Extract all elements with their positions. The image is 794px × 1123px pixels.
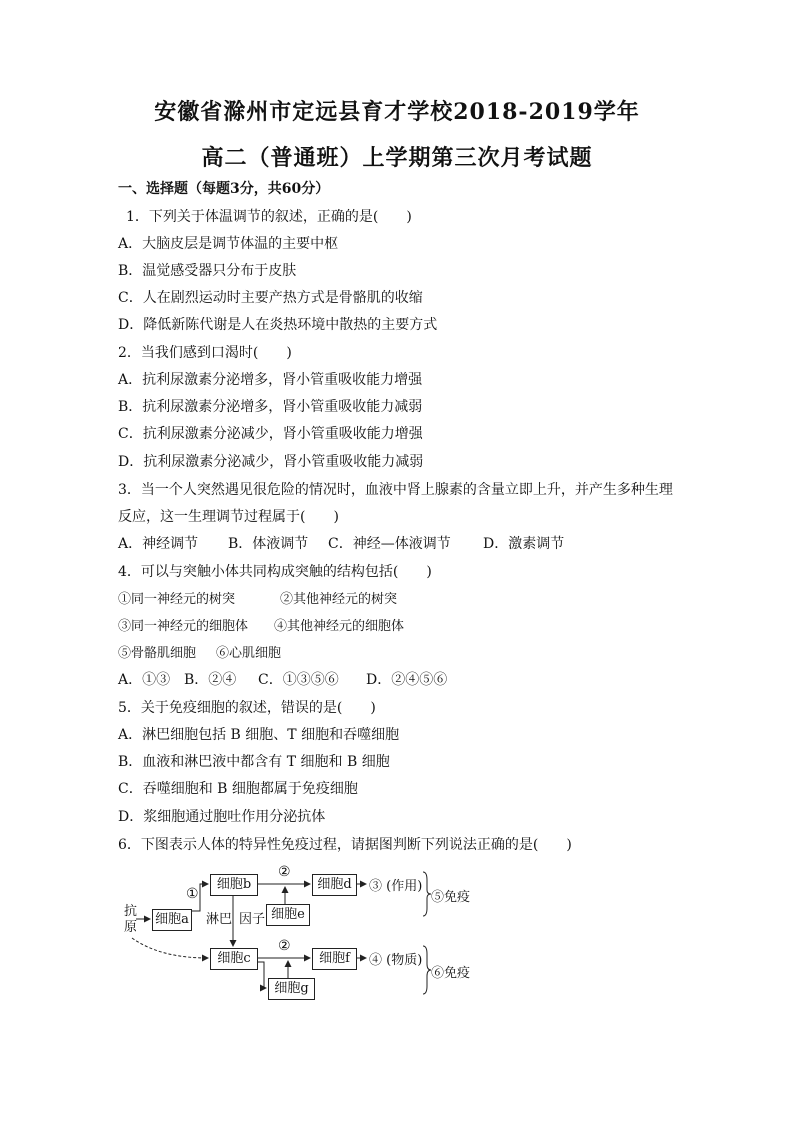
label-step-2-bottom: ② bbox=[278, 938, 291, 954]
cell-d-box: 细胞d bbox=[312, 874, 357, 896]
cell-g-box: 细胞g bbox=[268, 978, 315, 1000]
q4-options bbox=[118, 669, 447, 689]
cell-c-box: 细胞c bbox=[210, 948, 258, 970]
label-immunity-6: ⑥免疫 bbox=[431, 966, 471, 981]
q4-items-row1 bbox=[118, 588, 397, 607]
q5-option-a: A．淋巴细胞包括 B 细胞、T 细胞和吞噬细胞 bbox=[118, 727, 400, 743]
q1-option-c: C．人在剧烈运动时主要产热方式是骨骼肌的收缩 bbox=[118, 290, 423, 306]
section-heading: 一、选择题（每题3分，共60分） bbox=[118, 181, 330, 197]
q3-stem-line1: 3．当一个人突然遇见很危险的情况时，血液中肾上腺素的含量立即上升，并产生多种生理 bbox=[118, 482, 673, 498]
q4-item-1: ①同一神经元的树突 bbox=[118, 592, 236, 607]
q4-item-6: ⑥心肌细胞 bbox=[216, 646, 282, 661]
label-antigen-1 bbox=[124, 904, 138, 936]
arrow-antigen-to-c bbox=[132, 938, 208, 958]
q6-stem: 6．下图表示人体的特异性免疫过程，请据图判断下列说法正确的是( ) bbox=[118, 837, 572, 853]
cell-a-box: 细胞a bbox=[152, 909, 192, 931]
label-immunity-5: ⑤免疫 bbox=[431, 890, 471, 905]
q4-item-4: ④其他神经元的细胞体 bbox=[274, 619, 405, 634]
q1-option-b: B．温觉感受器只分布于皮肤 bbox=[118, 263, 297, 279]
q3-option-b: B．体液调节 bbox=[228, 536, 309, 552]
q2-option-c: C．抗利尿激素分泌减少，肾小管重吸收能力增强 bbox=[118, 426, 423, 442]
q3-stem-line2: 反应，这一生理调节过程属于( ) bbox=[118, 509, 339, 525]
brace-5 bbox=[423, 872, 431, 916]
q3-options bbox=[118, 533, 564, 553]
q2-stem: 2．当我们感到口渴时( ) bbox=[118, 345, 292, 361]
label-factor: 因子 bbox=[239, 912, 266, 927]
q2-option-a: A．抗利尿激素分泌增多，肾小管重吸收能力增强 bbox=[118, 372, 423, 388]
label-step-1: ① bbox=[186, 886, 199, 902]
cell-b-box: 细胞b bbox=[210, 874, 258, 896]
q4-option-d: D．②④⑤⑥ bbox=[366, 672, 448, 688]
brace-6 bbox=[423, 946, 431, 994]
q5-option-b: B．血液和淋巴液中都含有 T 细胞和 B 细胞 bbox=[118, 754, 390, 770]
cell-f-box: 细胞f bbox=[312, 948, 357, 970]
q3-option-c: C．神经—体液调节 bbox=[328, 536, 451, 552]
q3-option-d: D．激素调节 bbox=[483, 536, 565, 552]
label-output-4: ④ (物质) bbox=[369, 953, 423, 968]
immune-process-diagram bbox=[120, 866, 480, 1006]
q2-option-b: B．抗利尿激素分泌增多，肾小管重吸收能力减弱 bbox=[118, 399, 423, 415]
q4-item-5: ⑤骨骼肌细胞 bbox=[118, 646, 197, 661]
arrow-c-to-g bbox=[258, 962, 266, 988]
q1-stem: 1．下列关于体温调节的叙述，正确的是( ) bbox=[126, 209, 412, 225]
q2-option-d: D．抗利尿激素分泌减少，肾小管重吸收能力减弱 bbox=[118, 454, 424, 470]
q4-item-3: ③同一神经元的细胞体 bbox=[118, 619, 249, 634]
q4-items-row3 bbox=[118, 642, 281, 661]
exam-title-line2: 高二（普通班）上学期第三次月考试题 bbox=[201, 145, 593, 171]
cell-e-box: 细胞e bbox=[266, 904, 310, 926]
q5-stem: 5．关于免疫细胞的叙述，错误的是( ) bbox=[118, 700, 376, 716]
q4-option-b: B．②④ bbox=[184, 672, 237, 688]
q4-option-c: C．①③⑤⑥ bbox=[258, 672, 339, 688]
label-step-2-top: ② bbox=[278, 864, 291, 880]
label-antigen: 抗原 bbox=[124, 904, 138, 935]
q5-option-d: D．浆细胞通过胞吐作用分泌抗体 bbox=[118, 809, 326, 825]
exam-title-line1: 安徽省滁州市定远县育才学校2018-2019学年 bbox=[154, 99, 640, 125]
label-lymph: 淋巴 bbox=[206, 912, 233, 927]
q4-item-2: ②其他神经元的树突 bbox=[280, 592, 398, 607]
q3-option-a: A．神经调节 bbox=[118, 536, 199, 552]
q1-option-d: D．降低新陈代谢是人在炎热环境中散热的主要方式 bbox=[118, 317, 438, 333]
q4-stem: 4．可以与突触小体共同构成突触的结构包括( ) bbox=[118, 564, 432, 580]
label-output-3: ③ (作用) bbox=[369, 879, 423, 894]
q4-option-a: A．①③ bbox=[118, 672, 171, 688]
q1-option-a: A．大脑皮层是调节体温的主要中枢 bbox=[118, 236, 339, 252]
q4-items-row2 bbox=[118, 615, 404, 634]
q5-option-c: C．吞噬细胞和 B 细胞都属于免疫细胞 bbox=[118, 781, 358, 797]
